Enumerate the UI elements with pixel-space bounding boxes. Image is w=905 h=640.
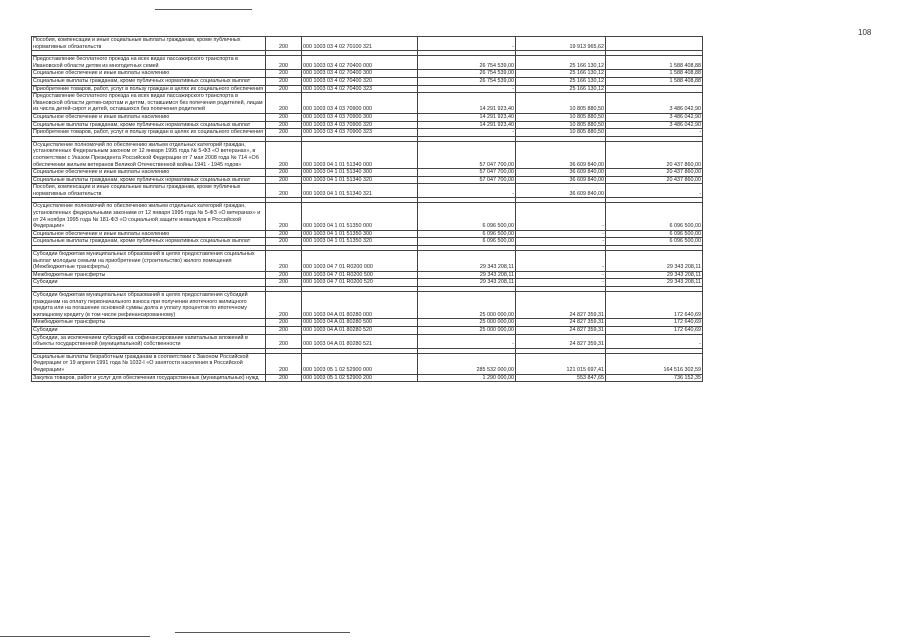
row-code: 200 (266, 203, 302, 230)
row-unexecuted: 1 588 408,88 (606, 77, 703, 85)
row-csr-code: 000 1003 04 A 01 80280 521 (302, 334, 418, 348)
row-unexecuted: 3 486 042,90 (606, 121, 703, 129)
table-body (32, 37, 703, 382)
row-csr-code: 000 1003 04 1 01 51350 320 (302, 238, 418, 246)
row-csr-code: 000 1003 03 4 03 70900 323 (302, 129, 418, 137)
row-code: 200 (266, 169, 302, 177)
row-approved: 6 096 500,00 (418, 203, 516, 230)
table-row (32, 353, 703, 374)
row-executed: 10 805 880,50 (516, 113, 606, 121)
table-row (32, 326, 703, 334)
row-name: Социальные выплаты гражданам, кроме публичных нормативных социальных выплат (32, 121, 266, 129)
table-row (32, 141, 703, 168)
row-name: Субсидии, за исключением субсидий на софинансирование капитальных вложений в объекты государственной (муниципальной) собственности (32, 334, 266, 348)
row-name: Социальное обеспечение и иные выплаты населению (32, 230, 266, 238)
row-approved: - (418, 334, 516, 348)
row-csr-code: 000 1003 04 1 01 51340 000 (302, 141, 418, 168)
row-approved: 57 047 700,00 (418, 176, 516, 184)
row-name: Социальные выплаты гражданам, кроме публичных нормативных социальных выплат (32, 176, 266, 184)
row-executed: - (516, 271, 606, 279)
table-row (32, 169, 703, 177)
row-unexecuted: 29 343 208,11 (606, 251, 703, 272)
row-executed: 25 166 130,12 (516, 85, 606, 93)
row-executed: 36 609 840,00 (516, 141, 606, 168)
row-name: Предоставление бесплатного проезда на всех видах пассажирского транспорта в Ивановской области детям из многодетных семей (32, 56, 266, 70)
row-code: 200 (266, 238, 302, 246)
table-row (32, 121, 703, 129)
row-csr-code: 000 1003 03 4 02 70400 320 (302, 77, 418, 85)
row-executed: - (516, 251, 606, 272)
row-approved: 1 290 000,00 (418, 374, 516, 382)
row-code: 200 (266, 176, 302, 184)
row-approved: - (418, 37, 516, 51)
table-row (32, 251, 703, 272)
row-approved: 26 754 539,00 (418, 56, 516, 70)
row-approved: 26 754 539,00 (418, 70, 516, 78)
row-code: 200 (266, 271, 302, 279)
table-row (32, 319, 703, 327)
row-code: 200 (266, 70, 302, 78)
page-number: 108 (858, 28, 872, 37)
row-code: 200 (266, 279, 302, 287)
row-name: Межбюджетные трансферты (32, 319, 266, 327)
row-unexecuted: - (606, 334, 703, 348)
row-unexecuted: 20 437 860,00 (606, 169, 703, 177)
row-code: 200 (266, 230, 302, 238)
row-csr-code: 000 1003 04 1 01 51340 320 (302, 176, 418, 184)
row-csr-code: 000 1003 03 4 02 70400 300 (302, 70, 418, 78)
row-csr-code: 000 1003 04 A 01 80280 520 (302, 326, 418, 334)
row-unexecuted: 172 640,69 (606, 292, 703, 319)
row-executed: - (516, 230, 606, 238)
row-csr-code: 000 1003 04 7 01 R0200 500 (302, 271, 418, 279)
row-unexecuted: 164 516 302,59 (606, 353, 703, 374)
table-row (32, 70, 703, 78)
row-unexecuted: 1 588 408,88 (606, 70, 703, 78)
row-csr-code: 000 1003 03 4 03 70900 000 (302, 93, 418, 114)
row-code: 200 (266, 113, 302, 121)
row-csr-code: 000 1003 04 1 01 51340 300 (302, 169, 418, 177)
row-approved: 25 000 000,00 (418, 319, 516, 327)
row-executed: 36 609 840,00 (516, 176, 606, 184)
row-csr-code: 000 1003 04 1 01 51350 000 (302, 203, 418, 230)
row-name: Межбюджетные трансферты (32, 271, 266, 279)
table-row (32, 271, 703, 279)
row-executed: 25 166 130,12 (516, 70, 606, 78)
row-executed: 25 166 130,12 (516, 56, 606, 70)
table-row (32, 113, 703, 121)
row-code: 200 (266, 326, 302, 334)
table-row (32, 85, 703, 93)
row-name: Субсидии (32, 279, 266, 287)
row-approved: 29 343 208,11 (418, 279, 516, 287)
row-code: 200 (266, 184, 302, 198)
budget-execution-table (31, 36, 703, 382)
row-executed: 10 805 880,50 (516, 129, 606, 137)
row-code: 200 (266, 37, 302, 51)
row-executed: - (516, 279, 606, 287)
row-executed: 24 827 359,31 (516, 334, 606, 348)
row-approved: 25 000 000,00 (418, 326, 516, 334)
row-unexecuted: 3 486 042,90 (606, 113, 703, 121)
row-approved: 14 291 923,40 (418, 121, 516, 129)
row-code: 200 (266, 121, 302, 129)
row-csr-code: 000 1003 05 1 02 52900 200 (302, 374, 418, 382)
row-csr-code: 000 1003 04 7 01 R0200 520 (302, 279, 418, 287)
row-approved: 14 291 923,40 (418, 113, 516, 121)
row-code: 200 (266, 93, 302, 114)
row-approved: 26 754 539,00 (418, 77, 516, 85)
row-code: 200 (266, 251, 302, 272)
row-unexecuted: 736 152,35 (606, 374, 703, 382)
table-row (32, 374, 703, 382)
row-code: 200 (266, 319, 302, 327)
row-name: Социальные выплаты гражданам, кроме публичных нормативных социальных выплат (32, 238, 266, 246)
row-executed: 24 827 359,31 (516, 326, 606, 334)
row-code: 200 (266, 334, 302, 348)
row-executed: 10 805 880,50 (516, 121, 606, 129)
row-approved: - (418, 85, 516, 93)
row-executed: 19 913 965,62 (516, 37, 606, 51)
row-executed: 24 827 359,31 (516, 292, 606, 319)
table-row (32, 129, 703, 137)
row-unexecuted: 172 640,69 (606, 319, 703, 327)
scan-line-bottom (0, 636, 150, 637)
row-code: 200 (266, 56, 302, 70)
table-row (32, 334, 703, 348)
table-row (32, 203, 703, 230)
table-row (32, 37, 703, 51)
row-unexecuted: 6 096 500,00 (606, 203, 703, 230)
table-row (32, 176, 703, 184)
row-name: Осуществление полномочий по обеспечению жильем отдельных категорий граждан, установленных федеральными законами от 12 января 1995 года № 5-ФЗ «О ветеранах» и от 24 ноября 1995 года № 181-ФЗ «О социальной защите инвалидов в Российской Федерации» (32, 203, 266, 230)
row-executed: 36 609 840,00 (516, 184, 606, 198)
row-name: Осуществление полномочий по обеспечению жильем отдельных категорий граждан, установленных Федеральным законом от 12 января 1995 года № 5-ФЗ «О ветеранах», в соответствии с Указом Президента Российской Федерации от 7 мая 2008 года № 714 «Об обеспечении жильем ветеранов Великой Отечественной войны 1941 - 1945 годов» (32, 141, 266, 168)
row-name: Социальное обеспечение и иные выплаты населению (32, 169, 266, 177)
table-row (32, 292, 703, 319)
row-csr-code: 000 1003 04 A 01 80280 500 (302, 319, 418, 327)
row-code: 200 (266, 85, 302, 93)
row-approved: 285 532 000,00 (418, 353, 516, 374)
row-approved: 6 096 500,00 (418, 238, 516, 246)
row-unexecuted: - (606, 184, 703, 198)
row-code: 200 (266, 374, 302, 382)
scan-line-bottom-2 (175, 632, 350, 633)
row-name: Субсидии бюджетам муниципальных образований в целях предоставления социальных выплат молодым семьям на приобретение (строительство) жилого помещения (Межбюджетные трансферты) (32, 251, 266, 272)
row-executed: 25 166 130,12 (516, 77, 606, 85)
row-csr-code: 000 1003 03 4 03 70900 300 (302, 113, 418, 121)
row-name: Субсидии бюджетам муниципальных образований в целях предоставления субсидий гражданам на оплату первоначального взноса при получении ипотечного жилищного кредита или на погашение основной суммы долга и уплату процентов по ипотечному жилищному кредиту (в том числе рефинансированному) (32, 292, 266, 319)
row-approved: 29 343 208,11 (418, 271, 516, 279)
table-row (32, 184, 703, 198)
row-unexecuted: 3 486 042,90 (606, 93, 703, 114)
row-executed: 10 805 880,50 (516, 93, 606, 114)
row-name: Социальное обеспечение и иные выплаты населению (32, 70, 266, 78)
row-csr-code: 000 1003 04 A 01 80280 000 (302, 292, 418, 319)
row-unexecuted: 20 437 860,00 (606, 176, 703, 184)
table-row (32, 93, 703, 114)
row-unexecuted: 6 096 500,00 (606, 238, 703, 246)
row-code: 200 (266, 77, 302, 85)
row-code: 200 (266, 292, 302, 319)
row-unexecuted: - (606, 129, 703, 137)
row-name: Закупка товаров, работ и услуг для обеспечения государственных (муниципальных) нужд (32, 374, 266, 382)
row-csr-code: 000 1003 04 1 01 51350 300 (302, 230, 418, 238)
row-csr-code: 000 1003 03 4 02 70400 323 (302, 85, 418, 93)
table-row (32, 77, 703, 85)
table-row (32, 279, 703, 287)
row-executed: 24 827 359,31 (516, 319, 606, 327)
row-executed: 36 609 840,00 (516, 169, 606, 177)
row-csr-code: 000 1003 03 4 03 70900 320 (302, 121, 418, 129)
row-approved: - (418, 184, 516, 198)
row-executed: 121 015 697,41 (516, 353, 606, 374)
row-unexecuted: 172 640,69 (606, 326, 703, 334)
row-name: Предоставление бесплатного проезда на всех видах пассажирского транспорта в Ивановской области детям-сиротам и детям, оставшимся без попечения родителей, лицам из числа детей-сирот и детей, оставшихся без попечения родителей (32, 93, 266, 114)
row-unexecuted (606, 85, 703, 93)
scan-line-top (155, 9, 252, 10)
row-code: 200 (266, 353, 302, 374)
row-csr-code: 000 1003 04 7 01 R0200 000 (302, 251, 418, 272)
row-approved: 6 096 500,00 (418, 230, 516, 238)
row-unexecuted: 20 437 860,00 (606, 141, 703, 168)
row-approved: 25 000 000,00 (418, 292, 516, 319)
row-approved: 29 343 208,11 (418, 251, 516, 272)
row-executed: - (516, 203, 606, 230)
row-approved: 14 291 923,40 (418, 93, 516, 114)
row-unexecuted: 29 343 208,11 (606, 279, 703, 287)
table-row (32, 230, 703, 238)
row-approved: - (418, 129, 516, 137)
row-csr-code: 000 1003 04 1 01 51340 321 (302, 184, 418, 198)
row-csr-code: 000 1003 03 4 02 70400 000 (302, 56, 418, 70)
table-row (32, 56, 703, 70)
row-unexecuted (606, 37, 703, 51)
row-name: Приобретение товаров, работ, услуг в пользу граждан в целях их социального обеспечения (32, 129, 266, 137)
row-approved: 57 047 700,00 (418, 141, 516, 168)
row-name: Социальные выплаты гражданам, кроме публичных нормативных социальных выплат (32, 77, 266, 85)
row-name: Социальные выплаты безработным гражданам в соответствии с Законом Российской Федерации от 19 апреля 1991 года № 1032-I «О занятости населения в Российской Федерации» (32, 353, 266, 374)
row-executed: - (516, 238, 606, 246)
row-name: Пособия, компенсации и иные социальные выплаты гражданам, кроме публичных нормативных обязательств (32, 184, 266, 198)
row-name: Приобретение товаров, работ, услуг в пользу граждан в целях их социального обеспечения (32, 85, 266, 93)
row-code: 200 (266, 141, 302, 168)
row-unexecuted: 29 343 208,11 (606, 271, 703, 279)
row-name: Субсидии (32, 326, 266, 334)
row-code: 200 (266, 129, 302, 137)
row-unexecuted: 6 096 500,00 (606, 230, 703, 238)
table-row (32, 238, 703, 246)
row-executed: 553 847,65 (516, 374, 606, 382)
row-csr-code: 000 1003 03 4 02 70100 321 (302, 37, 418, 51)
row-unexecuted: 1 588 408,88 (606, 56, 703, 70)
row-approved: 57 047 700,00 (418, 169, 516, 177)
row-csr-code: 000 1003 05 1 02 52900 000 (302, 353, 418, 374)
row-name: Пособия, компенсации и иные социальные выплаты гражданам, кроме публичных нормативных обязательств (32, 37, 266, 51)
row-name: Социальное обеспечение и иные выплаты населению (32, 113, 266, 121)
